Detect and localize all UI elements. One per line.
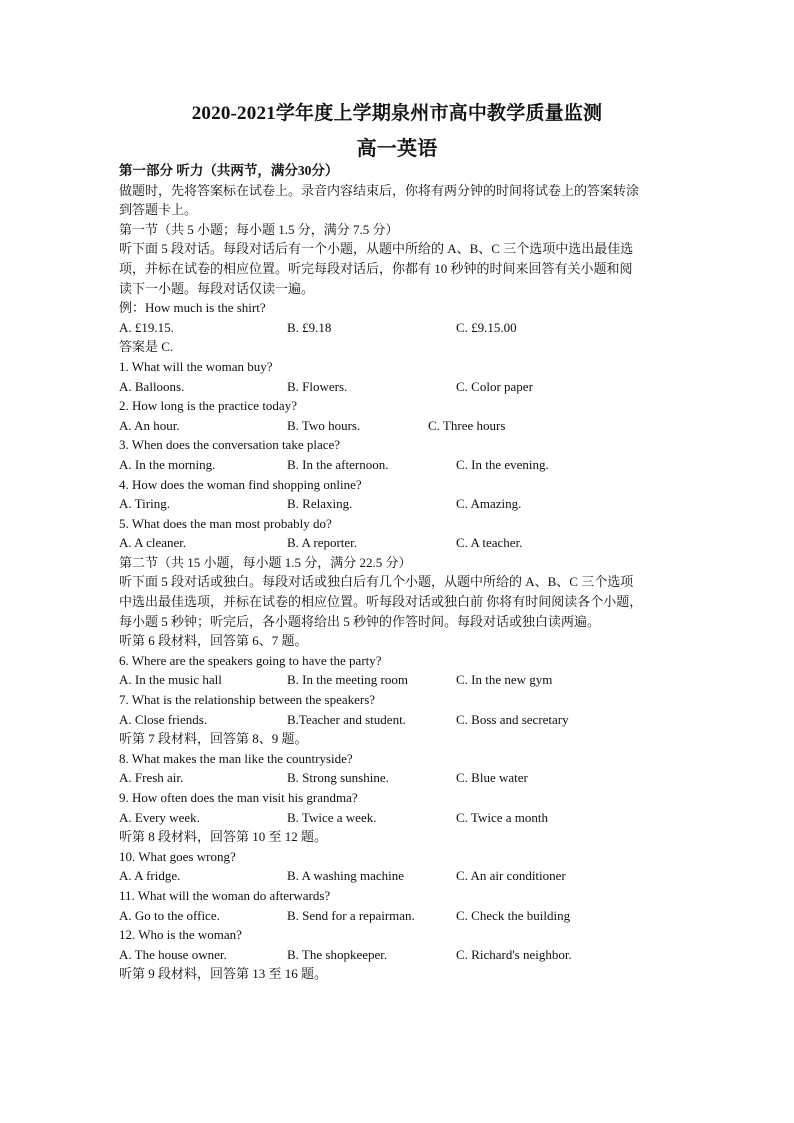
question-12-options	[119, 945, 684, 965]
option-a: A. An hour.	[119, 417, 180, 433]
material-6-heading: 听第 6 段材料，回答第 6、7 题。	[119, 633, 308, 649]
question-8-options	[119, 768, 684, 788]
option-a: A. Every week.	[119, 809, 200, 825]
exam-subject: 高一英语	[356, 138, 438, 160]
exam-content	[119, 161, 684, 984]
option-c: C. Check the building	[456, 907, 571, 923]
option-b: B. Flowers.	[287, 378, 348, 394]
option-c: C. Boss and secretary	[456, 711, 569, 727]
section-heading-listening: 第一部分 听力（共两节，满分30分）	[119, 163, 339, 178]
option-c: C. Color paper	[456, 378, 533, 394]
option-c: C. £9.15.00	[456, 319, 517, 335]
example-options	[119, 318, 684, 338]
option-b: B. In the meeting room	[287, 672, 408, 688]
option-a: A. A cleaner.	[119, 535, 187, 551]
option-a: A. In the music hall	[119, 672, 222, 688]
question-9-options	[119, 808, 684, 828]
part1-instruction: 项，并标在试卷的相应位置。听完每段对话后，你都有 10 秒钟的时间来回答有关小题和阅	[119, 260, 633, 276]
option-b: B. Two hours.	[287, 417, 361, 433]
option-b: B. The shopkeeper.	[287, 946, 388, 962]
part2-instruction: 每小题 5 秒钟；听完后，各小题将给出 5 秒钟的作答时间。每段对话或独白读两遍。	[119, 613, 601, 629]
question-7-options	[119, 710, 684, 730]
option-b: B. A washing machine	[287, 868, 404, 884]
option-b: B.Teacher and student.	[287, 711, 406, 727]
material-9-heading: 听第 9 段材料，回答第 13 至 16 题。	[119, 966, 328, 982]
part1-instruction: 听下面 5 段对话。每段对话后有一个小题，从题中所给的 A、B、C 三个选项中选出最佳选	[119, 241, 634, 257]
part1-instruction: 读下一小题。每段对话仅读一遍。	[119, 280, 315, 296]
question-3: 3. When does the conversation take place?	[119, 437, 341, 453]
option-c: C. In the new gym	[456, 672, 553, 688]
option-c: C. Twice a month	[456, 809, 549, 825]
question-4-options	[119, 494, 684, 514]
option-a: A. The house owner.	[119, 946, 227, 962]
part2-instruction: 听下面 5 段对话或独白。每段对话或独白后有几个小题，从题中所给的 A、B、C 三个选项	[119, 574, 634, 590]
option-a: A. Go to the office.	[119, 907, 220, 923]
question-11-options	[119, 906, 684, 926]
option-c: C. Blue water	[456, 770, 528, 786]
option-c: C. An air conditioner	[456, 868, 566, 884]
option-b: B. Relaxing.	[287, 496, 353, 512]
question-2: 2. How long is the practice today?	[119, 398, 297, 414]
option-c: C. Amazing.	[456, 496, 522, 512]
part2-heading: 第二节（共 15 小题，每小题 1.5 分，满分 22.5 分）	[119, 554, 412, 570]
example-answer: 答案是 C.	[119, 339, 174, 355]
question-1: 1. What will the woman buy?	[119, 358, 273, 374]
option-b: B. Send for a repairman.	[287, 907, 415, 923]
part2-instruction: 中选出最佳选项，并标在试卷的相应位置。听每段对话或独白前 你将有时间阅读各个小题，	[119, 594, 643, 610]
option-b: B. Twice a week.	[287, 809, 377, 825]
question-10-options	[119, 866, 684, 886]
option-a: A. Fresh air.	[119, 770, 184, 786]
option-b: B. In the afternoon.	[287, 456, 389, 472]
intro-line: 做题时，先将答案标在试卷上。录音内容结束后，你将有两分钟的时间将试卷上的答案转涂	[119, 182, 640, 198]
question-6-options	[119, 670, 684, 690]
option-a: A. Balloons.	[119, 378, 185, 394]
material-7-heading: 听第 7 段材料，回答第 8、9 题。	[119, 731, 308, 747]
intro-line: 到答题卡上。	[119, 202, 198, 218]
example-question: 例：How much is the shirt?	[119, 300, 266, 316]
option-c: C. In the evening.	[456, 456, 549, 472]
question-8: 8. What makes the man like the countryside?	[119, 750, 353, 766]
part1-heading: 第一节（共 5 小题；每小题 1.5 分，满分 7.5 分）	[119, 221, 399, 237]
question-10: 10. What goes wrong?	[119, 848, 236, 864]
question-6: 6. Where are the speakers going to have the party?	[119, 652, 382, 668]
option-c: C. Richard's neighbor.	[456, 946, 572, 962]
option-a: A. Tiring.	[119, 496, 170, 512]
question-9: 9. How often does the man visit his grandma?	[119, 790, 358, 805]
option-b: B. £9.18	[287, 319, 332, 335]
option-b: B. A reporter.	[287, 535, 358, 551]
option-b: B. Strong sunshine.	[287, 770, 389, 786]
option-a: A. A fridge.	[119, 868, 181, 884]
question-5: 5. What does the man most probably do?	[119, 515, 332, 531]
exam-title: 2020-2021学年度上学期泉州市高中教学质量监测	[191, 103, 603, 124]
material-8-heading: 听第 8 段材料，回答第 10 至 12 题。	[119, 829, 328, 845]
option-a: A. In the morning.	[119, 456, 216, 472]
question-1-options	[119, 377, 684, 397]
option-c: C. A teacher.	[456, 535, 523, 551]
question-3-options	[119, 455, 684, 475]
option-a: A. £19.15.	[119, 319, 174, 335]
option-a: A. Close friends.	[119, 711, 208, 727]
question-12: 12. Who is the woman?	[119, 927, 242, 943]
question-2-options	[119, 416, 684, 436]
question-11: 11. What will the woman do afterwards?	[119, 887, 331, 903]
question-4: 4. How does the woman find shopping online?	[119, 476, 362, 492]
question-5-options	[119, 533, 684, 553]
question-7: 7. What is the relationship between the speakers?	[119, 692, 376, 708]
option-c: C. Three hours	[428, 417, 506, 433]
